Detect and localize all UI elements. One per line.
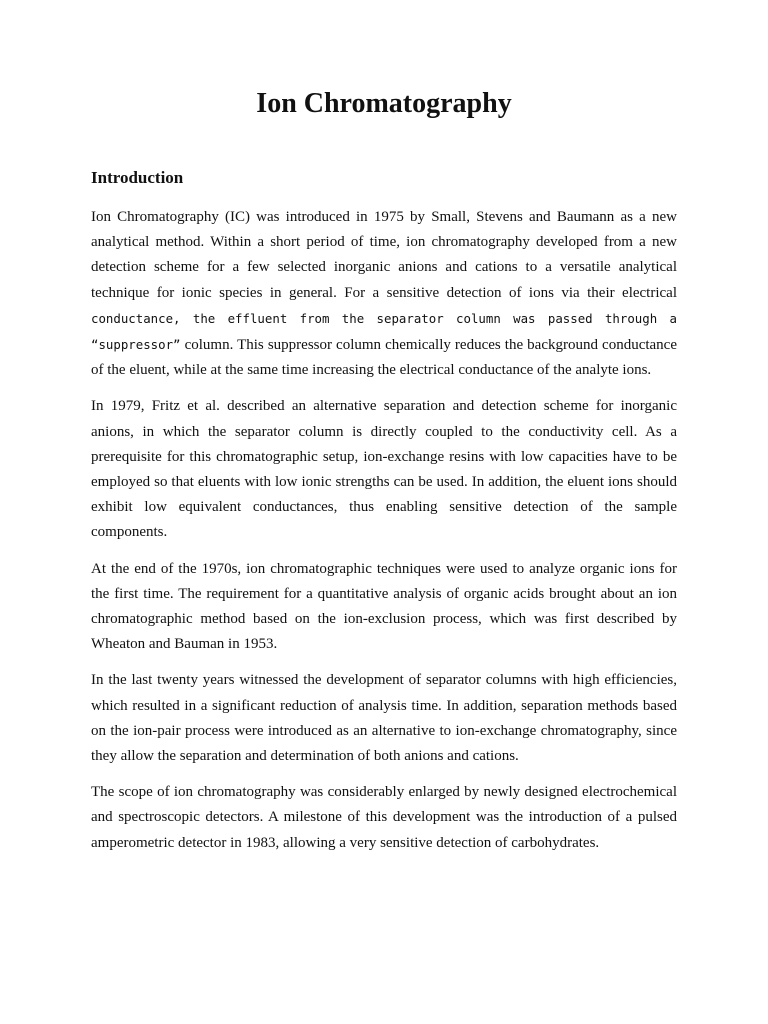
paragraph-3: At the end of the 1970s, ion chromatographic techniques were used to analyze organic ions for the first time. The requirement for a quantitative analysis of organic acids brought about an ion chromatographic method based on the ion-exclusion process, which was first described by Wheaton and Bauman in 1953. <box>91 560 677 653</box>
section-heading-introduction: Introduction <box>91 168 184 187</box>
paragraph-1-text-end: column. This suppressor column chemically reduces the background conductance of the eluent, while at the same time increasing the electrical conductance of the analyte ions. <box>91 337 677 379</box>
paragraph-2: In 1979, Fritz et al. described an alternative separation and detection scheme for inorganic anions, in which the separator column is directly coupled to the conductivity cell. As a prerequisite for this chromatographic setup, ion-exchange resins with low capacities have to be employed so that eluents with low ionic strengths can be used. In addition, the eluent ions should exhibit low equivalent conductances, thus enabling sensitive detection of the sample components. <box>91 398 677 541</box>
paragraph-1 <box>91 205 677 383</box>
paragraph-1-text-start: Ion Chromatography (IC) was introduced in 1975 by Small, Stevens and Baumann as a new analytical method. Within a short period of time, ion chromatography developed from a new detection scheme for a few selected inorganic anions and cations to a versatile analytical technique for ionic species in general. For a sensitive detection of ions via their electrical <box>91 209 677 301</box>
body-text <box>91 205 677 867</box>
paragraph-1-mono-text: conductance, the effluent from the separator column was passed through a “suppressor” <box>91 310 677 353</box>
paragraph-4: In the last twenty years witnessed the development of separator columns with high efficiencies, which resulted in a significant reduction of analysis time. In addition, separation methods based on the ion-pair process were introduced as an alternative to ion-exchange chromatography, since they allow the separation and determination of both anions and cations. <box>91 672 677 765</box>
paragraph-5: The scope of ion chromatography was considerably enlarged by newly designed electrochemical and spectroscopic detectors. A milestone of this development was the introduction of a pulsed amperometric detector in 1983, allowing a very sensitive detection of carbohydrates. <box>91 784 677 851</box>
document-title: Ion Chromatography <box>256 88 512 119</box>
